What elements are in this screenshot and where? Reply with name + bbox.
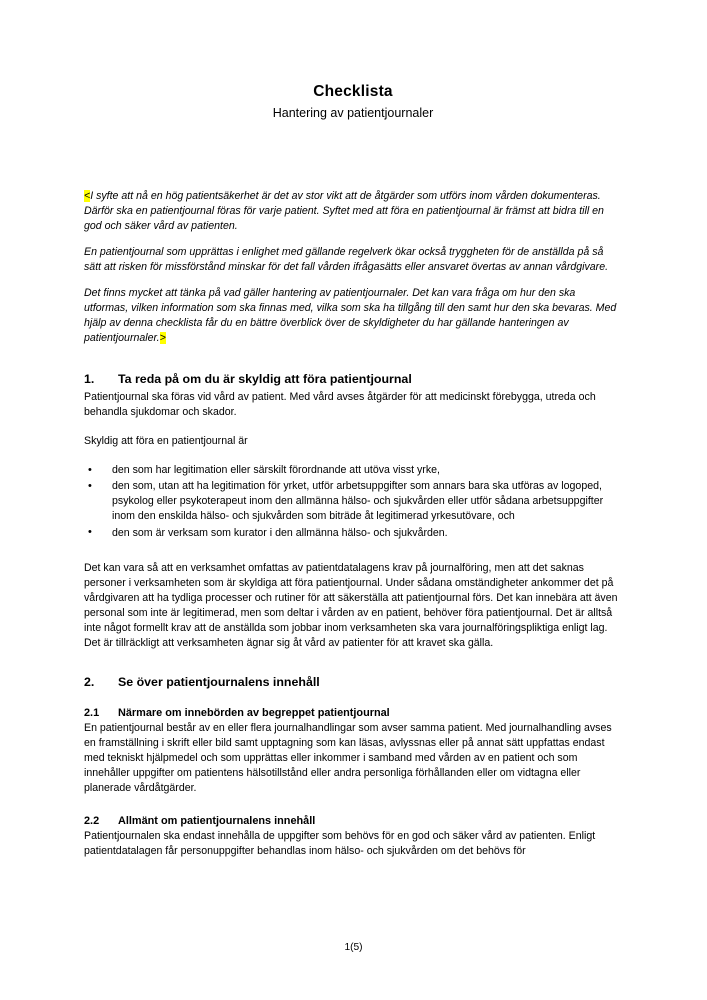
document-title-block bbox=[84, 82, 622, 122]
section-1-paragraph-2: Det kan vara så att en verksamhet omfattas av patientdatalagens krav på journalföring, men att det saknas personer i verksamheten som är skyldiga att föra patientjournal. Under sådana omständigheter ankommer det på vårdgivaren att ha tydliga processer och rutiner för att säkerställa att patientjournal förs. Det kan innebära att även personal som inte är legitimerad, men som deltar i vården av en patient, behöver föra patientjournal. Det är alltså inte något formellt krav att de anställda som jobbar inom verksamheten ska vara journalföringspliktiga enligt lag. Det är tillräckligt att verksamheten ägnar sig åt vård av patienter för att kravet ska gälla. bbox=[84, 561, 618, 649]
intro-block bbox=[84, 189, 622, 346]
intro-paragraph-3 bbox=[84, 286, 622, 346]
intro-paragraph-1-text: I syfte att nå en hög patientsäkerhet är det av stor vikt att de åtgärder som utförs inom vården dokumenteras. Därför ska en patientjournal föras för varje patient. Syftet med att föra en patientjournal är främst att bidra till en god och säker vård av patienten. bbox=[84, 190, 604, 233]
heading-section-1-number: 1. bbox=[84, 372, 95, 387]
heading-section-1 bbox=[84, 372, 622, 386]
document-body bbox=[84, 189, 622, 859]
heading-section-2-1-number: 2.1 bbox=[84, 706, 100, 719]
page-number-footer: 1(5) bbox=[344, 942, 363, 953]
page-subtitle: Hantering av patientjournaler bbox=[272, 106, 434, 121]
section-1-paragraph-1: Patientjournal ska föras vid vård av patient. Med vård avses åtgärder för att medicinskt förebygga, utreda och behandla sjukdomar och skador. bbox=[84, 391, 596, 419]
heading-section-2-number: 2. bbox=[84, 674, 95, 689]
intro-paragraph-1 bbox=[84, 189, 622, 234]
list-item: • den som, utan att ha legitimation för yrket, utför arbetsuppgifter som annars bara ska utföras av logoped, psykolog eller psykoterapeut inom den allmänna hälso- och sjukvården eller utför sådana arbetsuppgifter inom den enskilda hälso- och sjukvården som biträde åt legitimerad yrkesutövare, och bbox=[84, 479, 622, 524]
heading-section-2-2-text: Allmänt om patientjournalens innehåll bbox=[118, 814, 316, 827]
heading-section-2-text: Se över patientjournalens innehåll bbox=[118, 674, 320, 689]
intro-paragraph-3-text: Det finns mycket att tänka på vad gäller hantering av patientjournaler. Det kan vara fråga om hur den ska utformas, vilken information som ska finnas med, vilka som ska ha tillgång till den samt hur den ska bevaras. Med hjälp av denna checklista får du en bättre överblick över de skyldigheter du har gällande hanteringen av patientjournaler. bbox=[84, 287, 617, 345]
heading-section-2-2 bbox=[84, 815, 622, 827]
heading-section-2-2-number: 2.2 bbox=[84, 814, 100, 827]
heading-section-2 bbox=[84, 675, 622, 689]
list-item: • den som är verksam som kurator i den allmänna hälso- och sjukvården. bbox=[84, 526, 622, 541]
heading-section-2-1 bbox=[84, 707, 622, 719]
section-2-1-paragraph: En patientjournal består av en eller flera journalhandlingar som avser samma patient. Med journalhandling avses en framställning i skrift eller bild samt upptagning som kan läsas, avlyssnas eller på annat sätt uppfattas endast med tekniskt hjälpmedel och som upprättas eller inkommer i samband med vården av en patient och som innehåller uppgifter om patientens hälsotillstånd eller andra personliga förhållanden eller om vidtagna eller planerade vårdåtgärder. bbox=[84, 721, 612, 794]
heading-section-1-text: Ta reda på om du är skyldig att föra patientjournal bbox=[118, 372, 412, 387]
highlight-open-marker: < bbox=[84, 190, 91, 202]
section-2-2-paragraph: Patientjournalen ska endast innehålla de uppgifter som behövs för en god och säker vård av patienten. Enligt patientdatalagen får personuppgifter behandlas inom hälso- och sjukvården om det behövs för bbox=[84, 829, 596, 857]
section-1-bullet-list bbox=[84, 463, 622, 540]
highlight-close-marker: > bbox=[159, 332, 166, 345]
list-item: • den som har legitimation eller särskilt förordnande att utöva visst yrke, bbox=[84, 463, 622, 478]
heading-section-2-1-text: Närmare om innebörden av begreppet patientjournal bbox=[118, 706, 390, 719]
page-title: Checklista bbox=[313, 83, 393, 100]
section-1-lead-in: Skyldig att föra en patientjournal är bbox=[84, 435, 248, 448]
intro-paragraph-2: En patientjournal som upprättas i enlighet med gällande regelverk ökar också tryggheten för de anställda på så sätt att risken för missförstånd minskar för det fall vården ifrågasätts eller ansvaret övertas av annan vårdgivare. bbox=[84, 246, 609, 274]
